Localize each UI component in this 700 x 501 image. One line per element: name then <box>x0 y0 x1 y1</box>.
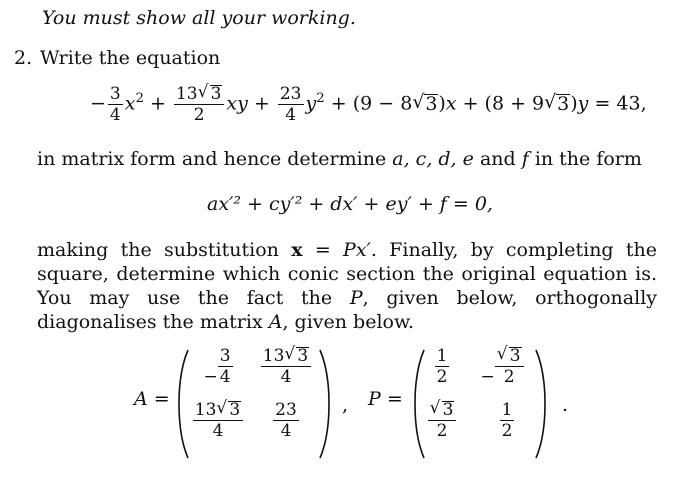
frac-13sqrt3-2: 13 √ 3 2 <box>174 84 224 125</box>
matrix-p-cell-21: √ 3 2 <box>422 400 462 441</box>
matrix-a-right-paren <box>318 348 334 460</box>
question-intro: Write the equation <box>40 47 221 69</box>
separator-comma: , <box>342 394 349 416</box>
matrix-p-cell-11: $\frac{1}{2}$ <box>436 346 448 387</box>
matrix-a-cell-22: $\frac{23}{4}$ <box>275 400 297 441</box>
matrix-p-cell-12: − √ 3 2 <box>470 346 534 387</box>
matrices-block <box>134 342 634 482</box>
matrix-a-cell-11: − $\frac{3}{4}$ <box>203 346 231 387</box>
final-period: . <box>562 394 569 416</box>
question-number: 2. <box>14 47 33 69</box>
instruction-header: You must show all your working. <box>42 7 356 29</box>
matrix-p-label: P = <box>368 388 403 410</box>
target-form-equation: ax′² + cy′² + dx′ + ey′ + f = 0, <box>207 193 493 215</box>
eq-minus: − <box>90 92 106 115</box>
original-equation: − $\frac{3}{4}$ $x^2$ + 13 √ 3 2 xy + $\frac{23}{4}$ $y^2 + (9 - 8$ √ 3)x + (8 + 9 √ 3)y = 43, <box>90 82 647 125</box>
matrix-a-label: A = <box>134 388 170 410</box>
frac-23-4: $\frac{23}{4}$ <box>279 84 302 125</box>
matrix-p-cell-22: $\frac{1}{2}$ <box>501 400 513 441</box>
matrix-p-right-paren <box>534 348 550 460</box>
instruction-paragraph-1: in matrix form and hence determine a, c, d, e and f in the form <box>37 148 642 170</box>
matrix-a-cell-21: 13 √ 3 4 <box>188 400 248 441</box>
instruction-paragraph-2: making the substitution x = Px′. Finally, by completing the square, determine which conic section the original equation is. You may use the fact the P, given below, orthogonally diagonalises the matrix A, given below. <box>37 239 658 333</box>
matrix-a-cell-12: 13 √ 3 4 <box>254 346 318 387</box>
frac-3-4: $\frac{3}{4}$ <box>109 84 121 125</box>
